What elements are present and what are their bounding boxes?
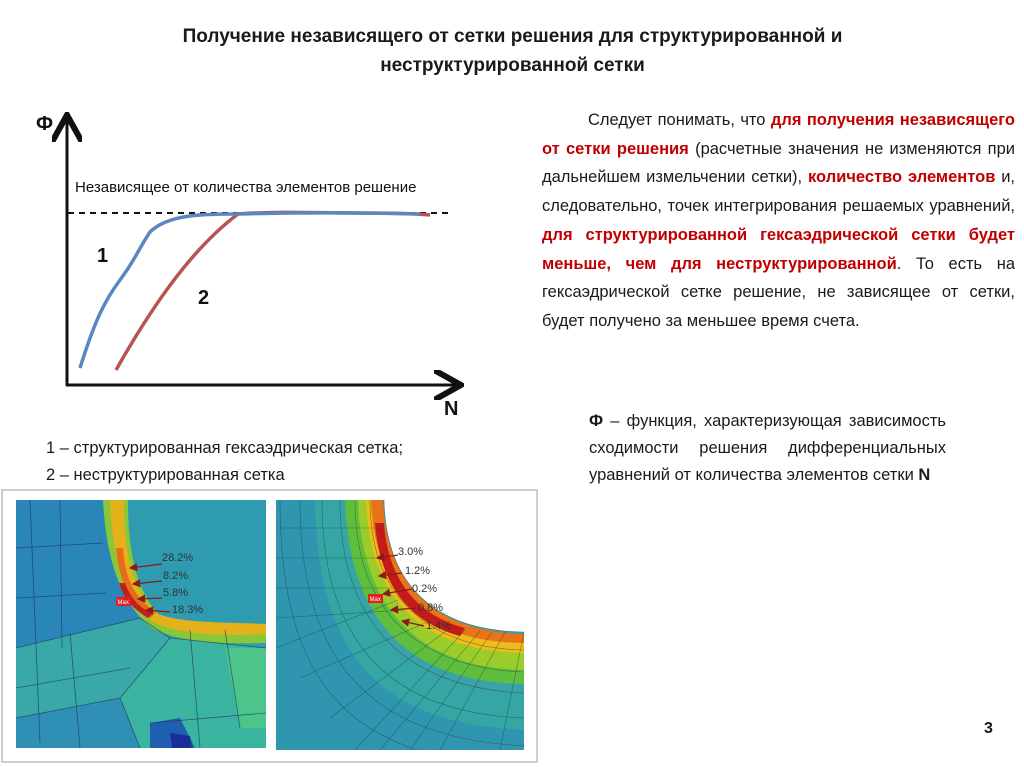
mesh-comparison-figure [0,488,540,767]
legend-line-1: 1 – структурированная гексаэдрическая сетка; [46,439,404,457]
para1-highlight-1: для получения независящего от сетки решения [542,111,1015,158]
legend-line-2: 2 – неструктурированная сетка [46,466,285,484]
convergence-chart [20,110,480,430]
para1-highlight-3: для структурированной гексаэдрической сетки будет меньше, чем для неструктурированной [542,225,1015,273]
label-right-3: 0.2% [412,583,438,595]
para1-highlight-2: количество элементов [808,168,996,187]
reference-line-label: Независящее от количества элементов решение [75,179,417,196]
label-right-5: 1.4% [426,620,452,632]
para1-text-3: и, следовательно, точек интегрирования решаемых уравнений, [542,168,1016,216]
max-tag-right: Max [369,597,381,603]
chart-legend [46,435,403,489]
label-right-2: 1.2% [405,565,431,577]
para2-text: – функция, характеризующая зависимость сходимости решения дифференциальных уравнений от количества элементов сетки [589,412,946,484]
label-right-1: 3.0% [398,546,424,558]
label-right-4: 0.8% [418,602,444,614]
unstructured-mesh-panel [16,500,266,748]
structured-mesh-panel [276,500,524,767]
para1-text-2: (расчетные значения не изменяются при дальнейшем измельчении сетки), [542,139,1015,187]
curve-1-label: 1 [97,245,109,267]
curve-2-label: 2 [198,287,210,309]
label-left-4: 18.3% [172,604,204,616]
slide-title: Получение независящего от сетки решения для структурированной и неструктурированной сетки [182,26,843,76]
curve-2-unstructured [116,212,430,370]
x-axis-label: N [444,398,459,420]
page-number: 3 [984,720,993,737]
label-left-3: 5.8% [163,587,189,599]
para2-symbol-n: N [918,466,931,484]
max-tag-left: Max [117,600,129,606]
para1-text-4: . То есть на гексаэдрической сетке решение, не зависящее от сетки, будет получено за меньшее время счета. [542,254,1016,330]
label-left-2: 8.2% [163,570,189,582]
definition-paragraph [589,408,946,489]
label-left-1: 28.2% [162,552,194,564]
para2-symbol-phi: Ф [589,412,604,430]
explanation-paragraph [542,106,1015,336]
para1-text-1: Следует понимать, что [588,111,771,129]
y-axis-label: Ф [36,113,54,135]
